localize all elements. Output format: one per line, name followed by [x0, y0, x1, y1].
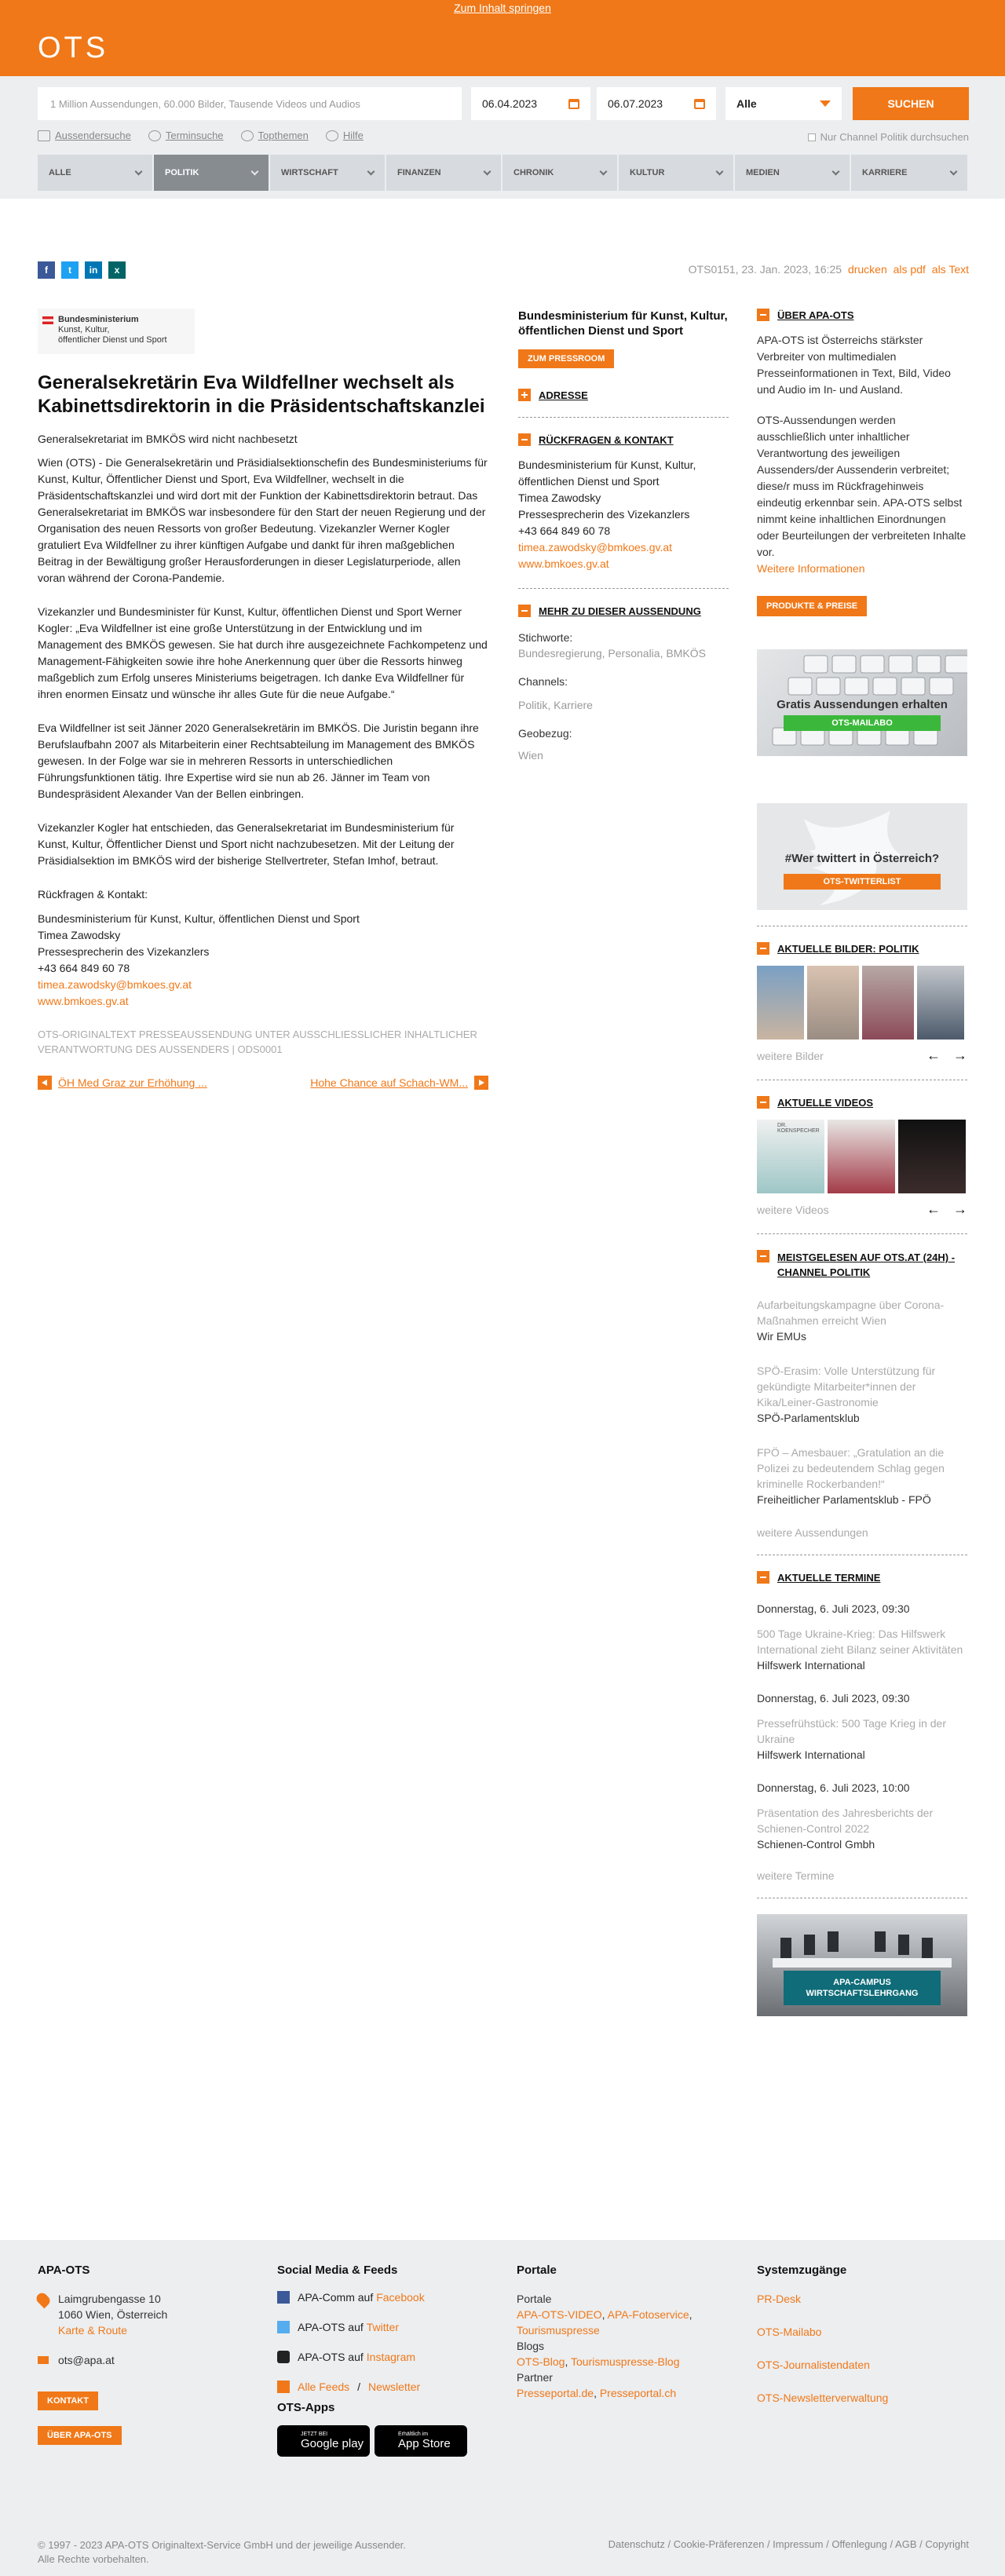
list-item: SPÖ-Erasim: Volle Unterstützung für gekündigte Mitarbeiter*innen der Kika/Leiner-Gastronomie SPÖ-Parlamentsklub — [757, 1365, 936, 1424]
arrow-right-icon[interactable]: → — [953, 1047, 967, 1063]
clock-icon — [148, 130, 161, 141]
instagram-link[interactable]: Instagram — [366, 2351, 416, 2363]
article — [38, 309, 488, 1090]
next-release-link[interactable]: Hohe Chance auf Schach-WM... — [310, 1076, 488, 1090]
contact-details: Bundesministerium für Kunst, Kultur, öffentlichen Dienst und Sport Timea Zawodsky Pressesprecherin des Vizekanzlers +43 664 849 60 78 timea.zawodsky@bmkoes.gv.at www.bmkoes.gv.at — [518, 459, 696, 570]
chevron-down-icon — [135, 167, 143, 175]
address-toggle[interactable]: ADRESSE — [518, 389, 729, 401]
austria-flag-icon — [42, 316, 53, 324]
mostread-link[interactable]: Aufarbeitungskampagne über Corona-Maßnahmen erreicht Wien — [757, 1299, 945, 1327]
image-thumbnail[interactable] — [807, 966, 859, 1040]
keyword-link[interactable]: BMKÖS — [666, 647, 706, 660]
images-toggle[interactable]: AKTUELLE BILDER: POLITIK — [757, 942, 967, 955]
ots-disclaimer: OTS-ORIGINALTEXT PRESSEAUSSENDUNG UNTER AUSSCHLIESSLICHER INHALTLICHER VERANTWORTUNG DES AUSSENDERS | ODS0001 — [38, 1029, 477, 1055]
partner-link[interactable]: Presseportal.ch — [599, 2387, 677, 2399]
minus-icon — [757, 1571, 769, 1584]
contact-email-link[interactable]: timea.zawodsky@bmkoes.gv.at — [38, 978, 192, 991]
blog-link[interactable]: Tourismuspresse-Blog — [571, 2355, 680, 2368]
text-link[interactable]: als Text — [931, 263, 969, 276]
chevron-down-icon — [820, 100, 831, 107]
portal-link[interactable]: Tourismuspresse — [517, 2324, 600, 2337]
geo-link[interactable]: Wien — [518, 749, 543, 762]
mostread-toggle[interactable]: MEISTGELESEN AUF OTS.AT (24H) - CHANNEL POLITIK — [757, 1250, 967, 1280]
minus-icon — [757, 309, 769, 321]
more-events-link[interactable]: weitere Termine — [757, 1869, 835, 1882]
article-paragraph: Wien (OTS) - Die Generalsekretärin und Präsidialsektionschefin des Bundesministeriums für Kunst, Kultur, Öffentlicher Dienst und Sport, Eva Wildfellner, wechselt in die Präsidentschaftskanzlei und wird dort mit der Funktion der Kabinettsdirektorin betraut. Das Generalsekretariat im BMKÖS war insbesondere für den Start der neuen Regierung und der Organisation des neuen Ressorts von großer Bedeutung. Vizekanzler Werner Kogler gratuliert Eva Wildfellner zu ihrer künftigen Aufgabe und dankt für ihren maßgeblichen Beitrag in der Bewältigung großer Herausforderungen in dieser Legislaturperiode, allen voran während der Corona-Pandemie. — [38, 456, 488, 584]
channel-nav — [0, 155, 1005, 199]
more-info-link[interactable]: Weitere Informationen — [757, 562, 865, 575]
event-link[interactable]: 500 Tage Ukraine-Krieg: Das Hilfswerk International zieht Bilanz seiner Aktivitäten — [757, 1628, 963, 1656]
plus-icon — [518, 389, 531, 401]
right-sidebar — [757, 309, 967, 2016]
footer — [0, 2240, 1005, 2576]
chevron-down-icon — [251, 167, 259, 175]
nav-item-politik[interactable]: POLITIK — [154, 155, 270, 191]
contact-email-link[interactable]: timea.zawodsky@bmkoes.gv.at — [518, 541, 673, 554]
article-contact: Rückfragen & Kontakt: Bundesministerium für Kunst, Kultur, öffentlichen Dienst und Sport Timea Zawodsky Pressesprecherin des Vizekanzlers +43 664 849 60 78 timea.zawodsky@bmkoes.gv.at www.bmkoes.gv.at — [38, 888, 360, 1007]
top-bar — [0, 0, 1005, 76]
videos-toggle[interactable]: AKTUELLE VIDEOS — [757, 1096, 967, 1109]
newsletter-link[interactable]: Newsletter — [368, 2381, 421, 2393]
divider — [757, 1233, 967, 1234]
email-link[interactable]: ots@apa.at — [58, 2354, 115, 2366]
channel-link[interactable]: Karriere — [554, 699, 593, 711]
partner-link[interactable]: Presseportal.de — [517, 2387, 594, 2399]
video-thumbnail[interactable] — [898, 1120, 966, 1193]
skip-to-content-link[interactable]: Zum Inhalt springen — [454, 2, 551, 14]
print-link[interactable]: drucken — [847, 263, 887, 276]
about-apa-ots-button[interactable]: ÜBER APA-OTS — [38, 2426, 122, 2445]
divider — [518, 588, 729, 589]
events-toggle[interactable]: AKTUELLE TERMINE — [757, 1571, 967, 1584]
chevron-down-icon — [950, 167, 958, 175]
nav-item-kultur[interactable]: KULTUR — [619, 155, 735, 191]
about-text-1: APA-OTS ist Österreichs stärkster Verbreiter von multimedialen Presseinformationen in Text, Bild, Video und Audio im In- und Ausland. — [757, 334, 951, 396]
minus-icon — [518, 605, 531, 617]
nav-item-alle[interactable]: ALLE — [38, 155, 154, 191]
channels-label: Channels: — [518, 675, 568, 688]
system-link[interactable]: OTS-Newsletterverwaltung — [757, 2391, 889, 2404]
legal-link[interactable]: Copyright — [925, 2538, 969, 2550]
minus-icon — [757, 1250, 769, 1262]
location-pin-icon — [35, 2291, 53, 2309]
minus-icon — [757, 942, 769, 955]
keywords-list: Bundesregierung, Personalia, BMKÖS — [518, 647, 706, 660]
footer-email — [38, 2352, 248, 2368]
facebook-link[interactable]: Facebook — [376, 2291, 425, 2304]
nav-item-wirtschaft[interactable]: WIRTSCHAFT — [270, 155, 386, 191]
legal-link[interactable]: Cookie-Präferenzen — [673, 2538, 765, 2550]
date-to-field[interactable] — [597, 87, 716, 120]
search-input[interactable]: 1 Million Aussendungen, 60.000 Bilder, Tausende Videos und Audios — [38, 87, 462, 120]
building-icon — [38, 130, 50, 141]
release-id-date: OTS0151, 23. Jan. 2023, 16:25 — [688, 263, 842, 276]
event-link[interactable]: Pressefrühstück: 500 Tage Krieg in der Ukraine — [757, 1717, 946, 1745]
channel-only-checkbox[interactable] — [808, 133, 816, 141]
article-title: Generalsekretärin Eva Wildfellner wechselt als Kabinettsdirektorin in die Präsidentschaftskanzlei — [38, 372, 485, 417]
rss-icon — [277, 2381, 290, 2393]
more-releases-link[interactable]: weitere Aussendungen — [757, 1526, 868, 1539]
pressroom-button[interactable]: ZUM PRESSROOM — [518, 349, 614, 368]
channel-link[interactable]: Politik — [518, 699, 548, 711]
keyword-link[interactable]: Bundesregierung — [518, 647, 602, 660]
mostread-link[interactable]: SPÖ-Erasim: Volle Unterstützung für gekündigte Mitarbeiter*innen der Kika/Leiner-Gastronomie — [757, 1365, 936, 1409]
video-thumbnail[interactable] — [828, 1120, 895, 1193]
xing-icon[interactable]: x — [108, 261, 126, 279]
twitterlist-promo[interactable] — [757, 803, 967, 910]
about-text-2: OTS-Aussendungen werden ausschließlich unter inhaltlicher Verantwortung des jeweiligen Aussenders/der Aussenderin verbreitet; diese/r muss im Rückfragehinweis eindeutig erkennbar sein. APA-OTS selbst nimmt keine inhaltlichen Einordnungen oder Beurteilungen der verbreiteten Inhalte vor. — [757, 414, 967, 558]
map-link[interactable]: Karte & Route — [58, 2324, 127, 2337]
article-paragraph: Vizekanzler Kogler hat entschieden, das Generalsekretariat im Bundesministerium für Kunst, Kultur, Öffentlicher Dienst und Sport nicht nachzubesetzen. Mit der Leitung der Präsidialsektion im BMKÖS wird der bisherige Stellvertreter, Stefan Imhof, betraut. — [38, 821, 455, 867]
chevron-down-icon — [484, 167, 492, 175]
main-content — [0, 199, 1005, 2240]
legal-link[interactable]: Impressum — [773, 2538, 824, 2550]
date-from-value: 06.04.2023 — [482, 97, 538, 110]
facebook-icon — [277, 2291, 290, 2304]
nav-item-karriere[interactable]: KARRIERE — [851, 155, 967, 191]
system-link[interactable]: PR-Desk — [757, 2293, 802, 2305]
video-carousel — [757, 1120, 967, 1193]
arrow-left-icon[interactable]: ← — [926, 1047, 941, 1063]
legal-link[interactable]: Datenschutz — [608, 2538, 665, 2550]
promo-title: Gratis Aussendungen erhalten — [777, 698, 948, 711]
twitter-icon — [277, 2321, 290, 2333]
arrow-right-icon[interactable]: → — [953, 1201, 967, 1217]
blog-link[interactable]: OTS-Blog — [517, 2355, 565, 2368]
chevron-down-icon — [600, 167, 608, 175]
nav-item-finanzen[interactable]: FINANZEN — [386, 155, 502, 191]
mostread-link[interactable]: FPÖ – Amesbauer: „Gratulation an die Polizei zu bedeutendem Schlag gegen kriminelle Rockerbanden!“ — [757, 1446, 945, 1490]
footer-address: Laimgrubengasse 10 1060 Wien, Österreich Karte & Route — [38, 2291, 248, 2338]
social-instagram: APA-OTS auf Instagram — [277, 2351, 488, 2363]
image-carousel-nav — [757, 1047, 967, 1064]
image-thumbnail[interactable] — [917, 966, 964, 1040]
search-links — [38, 130, 364, 141]
copyright: © 1997 - 2023 APA-OTS Originaltext-Service GmbH und der jeweilige Aussender. Alle Rechte vorbehalten. — [38, 2539, 406, 2565]
legal-link[interactable]: AGB — [895, 2538, 917, 2550]
contact-button[interactable]: KONTAKT — [38, 2391, 98, 2410]
keywords-label: Stichworte: — [518, 631, 573, 644]
portal-link[interactable]: APA-Fotoservice — [607, 2308, 689, 2321]
system-link[interactable]: OTS-Mailabo — [757, 2326, 822, 2338]
filter-select[interactable] — [725, 87, 842, 120]
apa-campus-promo[interactable] — [757, 1914, 967, 2016]
search-bar — [0, 76, 1005, 155]
arrow-left-icon[interactable]: ← — [926, 1201, 941, 1217]
prev-next-nav — [38, 1076, 488, 1090]
help-link[interactable]: Hilfe — [326, 130, 364, 141]
article-paragraph: Vizekanzler und Bundesminister für Kunst, Kultur, öffentlichen Dienst und Sport Werner Kogler: „Eva Wildfellner ist eine große Unterstützung in der Entwicklung und im Management des BMKÖS gewesen. Sie hat durch ihre ausgezeichnete Fachkompetenz und Management-Fähigkeiten sowie ihre hohe Anerkennung quer über die Ressorts hinweg maßgeblich zum Erfolg unseres Ministeriums beigetragen. Ich danke Eva Wildfellner für ihren enormen Einsatz und wünsche ihr alles Gute für die neue Aufgabe.“ — [38, 605, 488, 700]
products-prices-button[interactable]: PRODUKTE & PREISE — [757, 596, 867, 616]
more-images-link[interactable]: weitere Bilder — [757, 1049, 824, 1062]
chevron-down-icon — [832, 167, 840, 175]
minus-icon — [518, 433, 531, 446]
release-meta — [689, 263, 969, 276]
system-link[interactable]: OTS-Journalistendaten — [757, 2359, 870, 2371]
date-from-field[interactable] — [471, 87, 590, 120]
linkedin-icon[interactable]: in — [85, 261, 102, 279]
legal-link[interactable]: Offenlegung — [831, 2538, 887, 2550]
article-lead: Generalsekretariat im BMKÖS wird nicht nachbesetzt — [38, 433, 298, 445]
footer-col-portals: Portale Portale APA-OTS-VIDEO, APA-Fotoservice, Tourismuspresse Blogs OTS-Blog, Tourismuspresse-Blog Partner Presseportal.de, Presseportal.ch — [517, 2264, 693, 2399]
event-link[interactable]: Präsentation des Jahresberichts der Schienen-Control 2022 — [757, 1807, 934, 1835]
calendar-icon[interactable] — [694, 99, 705, 109]
list-item: Donnerstag, 6. Juli 2023, 09:30 500 Tage Ukraine-Krieg: Das Hilfswerk International zieht Bilanz seiner Aktivitäten Hilfswerk International — [757, 1602, 963, 1672]
instagram-icon — [277, 2351, 290, 2363]
sender-name: Bundesministerium für Kunst, Kultur, öffentlichen Dienst und Sport — [518, 309, 728, 338]
app-badges — [277, 2425, 488, 2457]
social-facebook: APA-Comm auf Facebook — [277, 2291, 488, 2304]
twitterlist-button[interactable]: OTS-TWITTERLIST — [784, 874, 941, 890]
arrow-right-icon — [474, 1076, 488, 1090]
date-to-value: 06.07.2023 — [608, 97, 663, 110]
contact-web-link[interactable]: www.bmkoes.gv.at — [38, 995, 129, 1007]
list-item: Donnerstag, 6. Juli 2023, 09:30 Pressefrühstück: 500 Tage Krieg in der Ukraine Hilfswerk International — [757, 1692, 946, 1761]
footer-col-apa: APA-OTS Laimgrubengasse 10 1060 Wien, Österreich Karte & Route ots@apa.at KONTAKT ÜBER APA-OTS — [38, 2264, 248, 2445]
app-store-badge[interactable]: Erhältlich im App Store — [375, 2425, 467, 2457]
ots-logo[interactable]: OTS — [38, 31, 109, 64]
contact-web-link[interactable]: www.bmkoes.gv.at — [518, 557, 609, 570]
about-toggle[interactable]: ÜBER APA-OTS — [757, 309, 967, 321]
share-bar — [38, 261, 126, 279]
list-item: Donnerstag, 6. Juli 2023, 10:00 Präsentation des Jahresberichts der Schienen-Control 2022 Schienen-Control Gmbh — [757, 1781, 934, 1851]
social-twitter: APA-OTS auf Twitter — [277, 2321, 488, 2333]
mailabo-button[interactable]: OTS-MAILABO — [784, 715, 941, 731]
geo-list — [518, 749, 729, 762]
more-videos-link[interactable]: weitere Videos — [757, 1203, 829, 1216]
list-item: FPÖ – Amesbauer: „Gratulation an die Polizei zu bedeutendem Schlag gegen kriminelle Rockerbanden!“ Freiheitlicher Parlamentsklub - FPÖ — [757, 1446, 945, 1506]
apa-campus-banner: APA-CAMPUS WIRTSCHAFTSLEHRGANG — [784, 1971, 941, 2005]
image-thumbnail[interactable] — [862, 966, 914, 1040]
mostread-list — [757, 1297, 967, 1507]
info-icon — [326, 130, 338, 141]
twitter-icon[interactable]: t — [61, 261, 79, 279]
nav-item-chronik[interactable]: CHRONIK — [502, 155, 619, 191]
events-list — [757, 1601, 967, 1852]
google-play-badge[interactable]: JETZT BEI Google play — [277, 2425, 370, 2457]
search-button[interactable]: SUCHEN — [853, 87, 969, 120]
divider — [518, 417, 729, 418]
social-feeds: Alle Feeds / Newsletter — [277, 2381, 488, 2393]
article-paragraph: Eva Wildfellner ist seit Jänner 2020 Generalsekretärin im BMKÖS. Die Juristin begann ihre Berufslaufbahn 2007 als Mitarbeiterin einer Rechtsabteilung im Management des BMKÖS gewesen. In der Folge war sie in mehreren Ressorts in unterschiedlichen Führungsfunktionen tätig. Ihre Expertise wird sie nun ab 26. Jänner im Team von Bundespräsident Alexander Van der Bellen einbringen. — [38, 722, 479, 800]
image-thumbnail[interactable] — [757, 966, 804, 1040]
list-item: Aufarbeitungskampagne über Corona-Maßnahmen erreicht Wien Wir EMUs — [757, 1299, 945, 1343]
footer-col-system: Systemzugänge PR-Desk OTS-Mailabo OTS-Journalistendaten OTS-Newsletterverwaltung — [757, 2264, 889, 2404]
more-toggle[interactable]: MEHR ZU DIESER AUSSENDUNG — [518, 605, 729, 617]
chevron-down-icon — [367, 167, 375, 175]
compass-icon — [241, 130, 254, 141]
video-thumbnail[interactable]: DR. KOENSPECHER — [757, 1120, 824, 1193]
sender-search-link[interactable]: Aussendersuche — [38, 130, 131, 141]
keyword-link[interactable]: Personalia — [608, 647, 660, 660]
mailabo-promo[interactable] — [757, 649, 967, 756]
chevron-down-icon — [716, 167, 724, 175]
calendar-icon[interactable] — [568, 99, 579, 109]
portal-link[interactable]: APA-OTS-VIDEO — [517, 2308, 602, 2321]
top-topics-link[interactable]: Topthemen — [241, 130, 309, 141]
footer-col-social: Social Media & Feeds APA-Comm auf Facebook APA-OTS auf Twitter APA-OTS auf Instagram Alle Feeds / Newsletter OTS-Apps JETZT BEI Google play Erhältlich im App Store — [277, 2264, 488, 2457]
minus-icon — [757, 1096, 769, 1109]
filter-select-value: Alle — [736, 97, 757, 110]
image-carousel — [757, 966, 967, 1040]
contact-toggle[interactable]: RÜCKFRAGEN & KONTAKT — [518, 433, 729, 446]
nav-item-medien[interactable]: MEDIEN — [735, 155, 851, 191]
previous-release-link[interactable]: ÖH Med Graz zur Erhöhung ... — [38, 1076, 207, 1090]
promo-title: #Wer twittert in Österreich? — [784, 852, 940, 865]
event-search-link[interactable]: Terminsuche — [148, 130, 224, 141]
geo-label: Geobezug: — [518, 727, 572, 740]
facebook-icon[interactable]: f — [38, 261, 55, 279]
ministry-logo[interactable]: Bundesministerium Kunst, Kultur, öffentlicher Dienst und Sport — [38, 309, 195, 354]
arrow-left-icon — [38, 1076, 52, 1090]
mail-icon — [38, 2356, 49, 2364]
all-feeds-link[interactable]: Alle Feeds — [298, 2381, 350, 2393]
channel-only-option[interactable]: Nur Channel Politik durchsuchen — [808, 131, 969, 143]
sender-panel — [518, 309, 729, 762]
video-carousel-nav — [757, 1201, 967, 1218]
twitter-link[interactable]: Twitter — [366, 2321, 400, 2333]
legal-links: Datenschutz / Cookie-Präferenzen / Impressum / Offenlegung / AGB / Copyright — [608, 2538, 969, 2550]
channels-list: Politik, Karriere — [518, 699, 593, 711]
pdf-link[interactable]: als pdf — [893, 263, 926, 276]
